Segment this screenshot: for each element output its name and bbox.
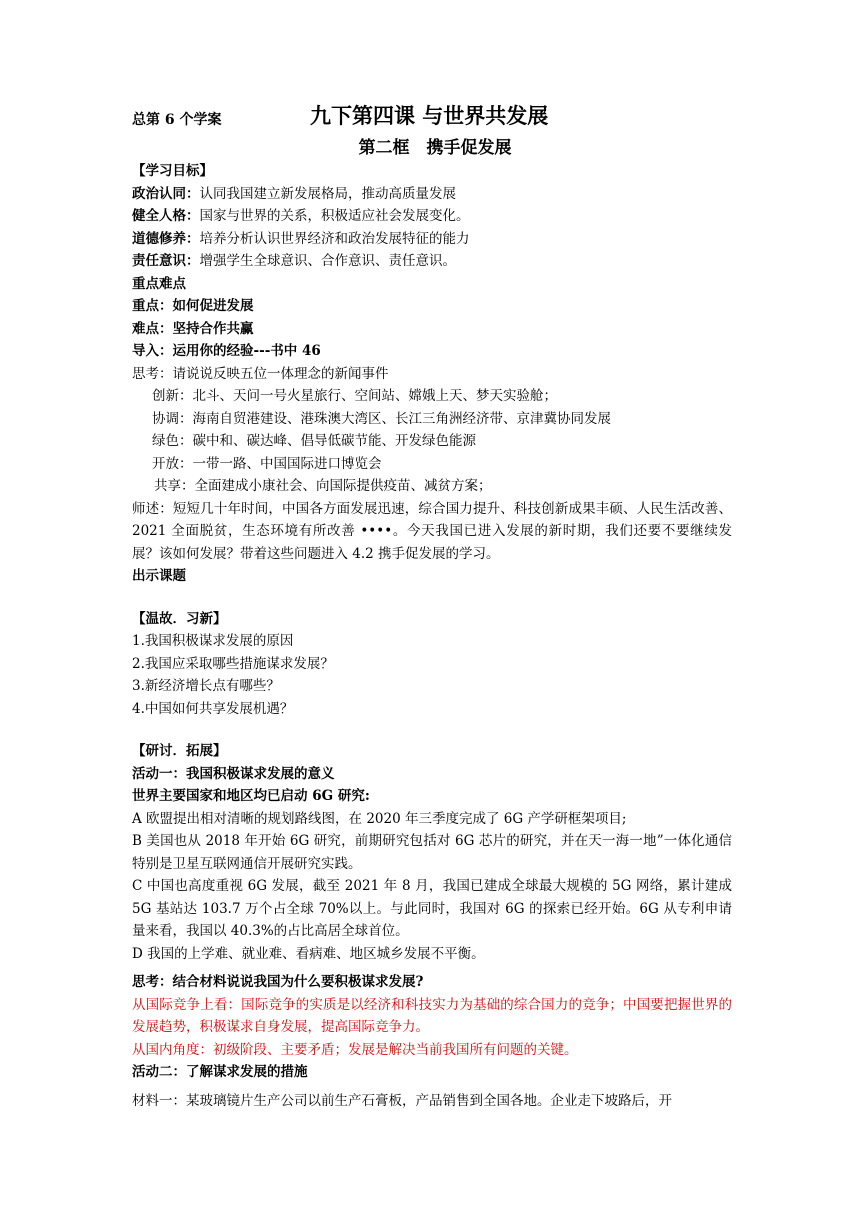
answer-domestic: 从国内角度：初级阶段、主要矛盾；发展是解决当前我国所有问题的关键。 [132,1041,578,1058]
material-item: D 我国的上学难、就业难、看病难、地区城乡发展不平衡。 [132,945,485,962]
material-item: B 美国也从 2018 年开始 6G 研究，前期研究包括对 6G 芯片的研究，并在天一海一地”一体化通信特别是卫星互联网通信开展研究实践。 [132,833,732,872]
intro-item: 创新：北斗、天问一号火星旅行、空间站、嫦娥上天、梦天实验舱； [152,388,557,404]
explore-heading: 【研讨．拓展】 [132,743,227,759]
objective-item: 责任意识：增强学生全球意识、合作意识、责任意识。 [132,253,456,269]
material-item: A 欧盟提出相对清晰的规划路线图，在 2020 年三季度完成了 6G 产学研框架项目; [132,810,627,827]
activity-one-title: 活动一：我国积极谋求发展的意义 [132,765,335,782]
title-row [132,100,732,136]
lesson-title: 九下第四课 与世界共发展 [310,104,549,128]
material-heading: 世界主要国家和地区均已启动 6G 研究: [132,788,370,804]
material-one: 材料一：某玻璃镜片生产公司以前生产石膏板，产品销售到全国各地。企业走下坡路后，开 [132,1092,672,1109]
intro-item: 绿色：碳中和、碳达峰、倡导低碳节能、开发绿色能源 [152,433,476,449]
teacher-narration: 师述：短短几十年时间，中国各方面发展迅速，综合国力提升、科技创新成果丰硕、人民生活改善、2021 全面脱贫，生态环境有所改善 ••••。今天我国已进入发展的新时期，我们还要不要继续发展？该如何发展？带着这些问题进入 4.2 携手促发展的学习。 [132,500,732,562]
review-item: 2.我国应采取哪些措施谋求发展？ [132,655,334,672]
objective-item: 政治认同：认同我国建立新发展格局，推动高质量发展 [132,185,456,202]
focus-heading: 重点难点 [132,275,186,292]
activity-two-title: 活动二：了解谋求发展的措施 [132,1064,308,1080]
intro-question: 思考：请说说反映五位一体理念的新闻事件 [132,365,389,382]
key-point: 重点：如何促进发展 [132,298,254,314]
objective-item: 健全人格：国家与世界的关系，积极适应社会发展变化。 [132,208,470,224]
intro-heading: 导入：运用你的经验---书中 46 [132,343,321,359]
intro-item: 共享：全面建成小康社会、向国际提供疫苗、减贫方案； [154,478,492,494]
think-question: 思考：结合材料说说我国为什么要积极谋求发展? [132,974,424,990]
material-item: C 中国也高度重视 6G 发展，截至 2021 年 8 月，我国已建成全球最大规模的 5G 网络，累计建成 5G 基站达 103.7 万个占全球 70%以上。与此同时，我国对 6G 的探索已经开始。6G 从专利申请量来看，我国以 40.3%的占比高居全球首位。 [132,878,732,939]
answer-international: 从国际竞争上看：国际竞争的实质是以经济和科技实力为基础的综合国力的竞争；中国要把握世界的发展趋势，积极谋求自身发展，提高国际竞争力。 [132,996,732,1035]
review-item: 3.新经济增长点有哪些？ [132,678,280,694]
document-page [132,100,732,1112]
objective-item: 道德修养：培养分析认识世界经济和政治发展特征的能力 [132,230,470,247]
review-heading: 【温故．习新】 [132,610,227,627]
case-number: 总第 6 个学案 [132,112,222,128]
intro-item: 协调：海南自贸港建设、港珠澳大湾区、长江三角洲经济带、京津冀协同发展 [152,410,611,427]
section-title: 第二框 携手促发展 [358,138,512,158]
show-topic: 出示课题 [132,568,186,584]
difficulty-point: 难点：坚持合作共赢 [132,320,254,337]
review-item: 4.中国如何共享发展机遇？ [132,700,294,717]
review-item: 1.我国积极谋求发展的原因 [132,633,294,649]
intro-item: 开放：一带一路、中国国际进口博览会 [152,455,382,472]
objectives-heading: 【学习目标】 [132,163,213,179]
